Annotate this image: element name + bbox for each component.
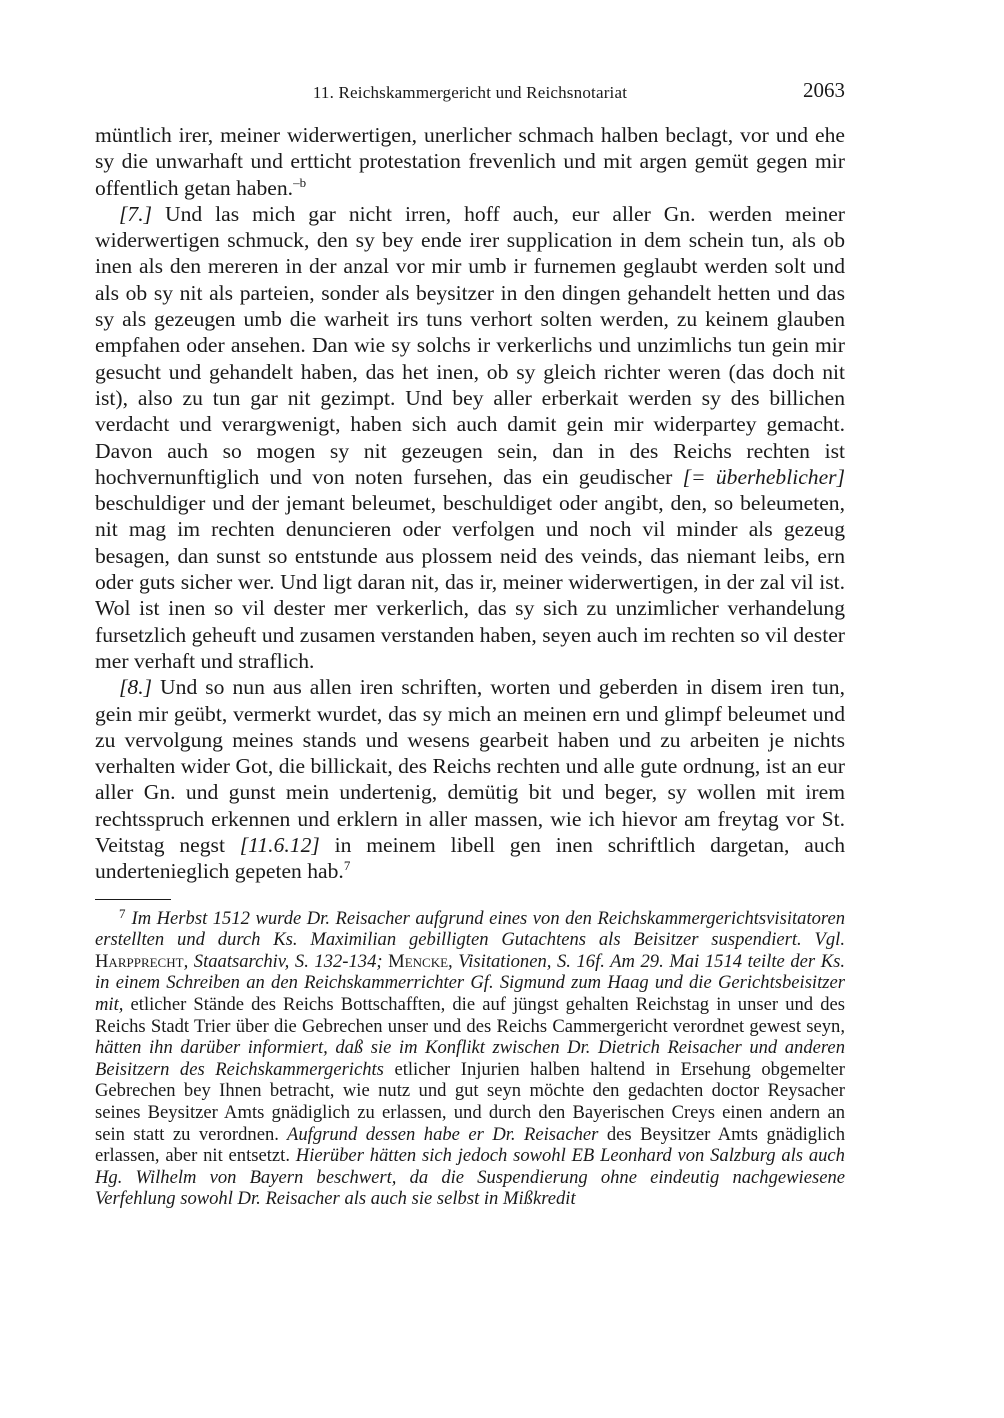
paragraph-continuation: [95, 122, 845, 201]
footnote-text: , Visitationen, S. 16f. Am 29. Mai 1514 teilte der Ks. in einem Schreiben an den Reichskammerrichter Gf. Sigmund zum Haag und die Gerichtsbeisitzer mit,: [95, 950, 846, 1015]
section-number: [7.]: [119, 201, 153, 226]
author-name: Harpprecht: [95, 950, 184, 972]
author-name: Mencke: [388, 950, 449, 972]
footnote-quote: etlicher Stände des Reichs Bottschafften, die auf jüngst gehalten Reichstag in unser und des Reichs Stadt Trier über die Gebrechen unser und des Reichs Cammergericht verordnet gewest seyn: [95, 993, 845, 1037]
editorial-gloss: [= überheblicher]: [682, 464, 845, 489]
running-header: [95, 78, 845, 108]
footnote-text: , hätten ihn darüber informiert, daß sie im Konflikt zwischen Dr. Dietrich Reisacher und anderen Beisitzern des Reichskammergerichts: [95, 1015, 845, 1080]
paragraph-7: [95, 201, 845, 674]
footnote-7: [95, 905, 846, 1210]
paragraph-text: müntlich irer, meiner widerwertigen, unerlicher schmach halben beclagt, vor und ehe sy die unwarhaft und ertticht protestation frevenlich und mit argen gemüt gegen mir offentlich getan haben.: [95, 123, 845, 200]
running-title: 11. Reichskammergericht und Reichsnotariat: [312, 83, 628, 102]
footnote-number: 7: [119, 905, 126, 921]
apparatus-mark: –b: [293, 174, 307, 190]
footnote-text: Im Herbst 1512 wurde Dr. Reisacher aufgrund eines von den Reichskammergerichtsvisitatoren erstellten und durch Ks. Maximilian gebilligten Gutachtens als Beisitzer suspendiert. Vgl.: [95, 907, 845, 951]
footnote-quote: etlicher Injurien halben haltend in Ersehung obgemelter Gebrechen bey Ihnen betracht, wie nutz und gut seyn möchte den gedachten doctor Reysacher seines Beysitzer Amts gnädiglich zu erlassen, und durch den Bayerischen Creys einen andern an sein statt zu verordnen.: [95, 1058, 845, 1145]
section-number: [8.]: [119, 675, 153, 700]
editorial-date: [11.6.12]: [239, 833, 320, 858]
footnote-reference: 7: [343, 858, 351, 874]
paragraph-text: beschuldiger und der jemant beleumet, beschuldiget oder angibt, den, so beleumeten, nit mag im rechten denuncieren oder verfolgen und noch vil minder als gezeug besagen, dan sunst so entstunde aus plossem neid des veinds, das niemant leibs, ern oder guts sicher wer. Und ligt daran nit, das ir, meiner widerwertigen, in der zal vil ist. Wol ist inen so vil dester mer verkerlich, das sy sich zu unzimlicher verhandelung fursetzlich geheuft und zusamen verstanden haben, seyen auch im rechten so vil dester mer verhaft und straflich.: [95, 491, 845, 673]
document-page: [95, 78, 845, 1210]
footnote-text: Hierüber hätten sich jedoch sowohl EB Leonhard von Salzburg als auch Hg. Wilhelm von Bayern beschwert, da die Suspendierung ohne eindeutig nachgewiesene Verfehlung sowohl Dr. Reisacher als auch sie selbst in Mißkredit: [95, 1145, 845, 1210]
paragraph-text: in meinem libell gen inen schriftlich dargetan, auch undertenieglich gepeten hab.: [95, 833, 845, 884]
page-number: 2063: [803, 78, 845, 102]
paragraph-8: [95, 674, 845, 884]
main-text: [95, 122, 845, 885]
paragraph-text: Und las mich gar nicht irren, hoff auch, eur aller Gn. werden meiner widerwertigen schmuck, den sy bey ende irer supplication in dem schein tun, als ob inen als den mereren in der anzal vor mir umb ir furnemen geglaubt werden solt und als ob sy nit als parteien, sonder als beysitzer in den dingen gehandelt hetten und das sy als gezeugen umb die warheit irs tuns verhort solten werden, zu keinem glauben empfahen oder ansehen. Dan wie sy solchs ir verkerlichs und unzimlichs tun gein mir gesucht und gehandelt haben, das het inen, ob sy gleich richter weren (das doch nit ist), also zu tun gar nit gezimpt. Und bey aller erberkait werden sy des billichen verdacht und verargwenigt, haben sich auch damit gein mir widerpartey gemacht. Davon auch so mogen sy nit gezeugen sein, dan in des Reichs rechten ist hochvernunftiglich und von noten fursehen, das ein geudischer: [95, 201, 845, 489]
footnote-quote: des Beysitzer Amts gnädiglich erlassen, aber nit entsetzt.: [95, 1123, 845, 1167]
paragraph-text: Und so nun aus allen iren schriften, worten und geberden in disem iren tun, gein mir geübt, vermerkt wurdet, das sy mich an meinen ern und glimpf beleumet und zu vervolgung meines stands und wesens gearbeit haben und zu arbeiten je nichts verhalten wider Got, die billickait, des Reichs rechten und alle gute ordnung, ist an eur aller Gn. und gunst mein undertenig, demütig bit und beger, sy wollen mit irem rechtsspruch erkennen und erklern in aller massen, wie ich hievor am freytag vor St. Veitstag negst: [95, 675, 845, 858]
footnote-text: , Staatsarchiv, S. 132-134;: [183, 950, 389, 972]
footnote-divider: [95, 899, 171, 900]
footnote-text: Aufgrund dessen habe er Dr. Reisacher: [278, 1123, 599, 1145]
